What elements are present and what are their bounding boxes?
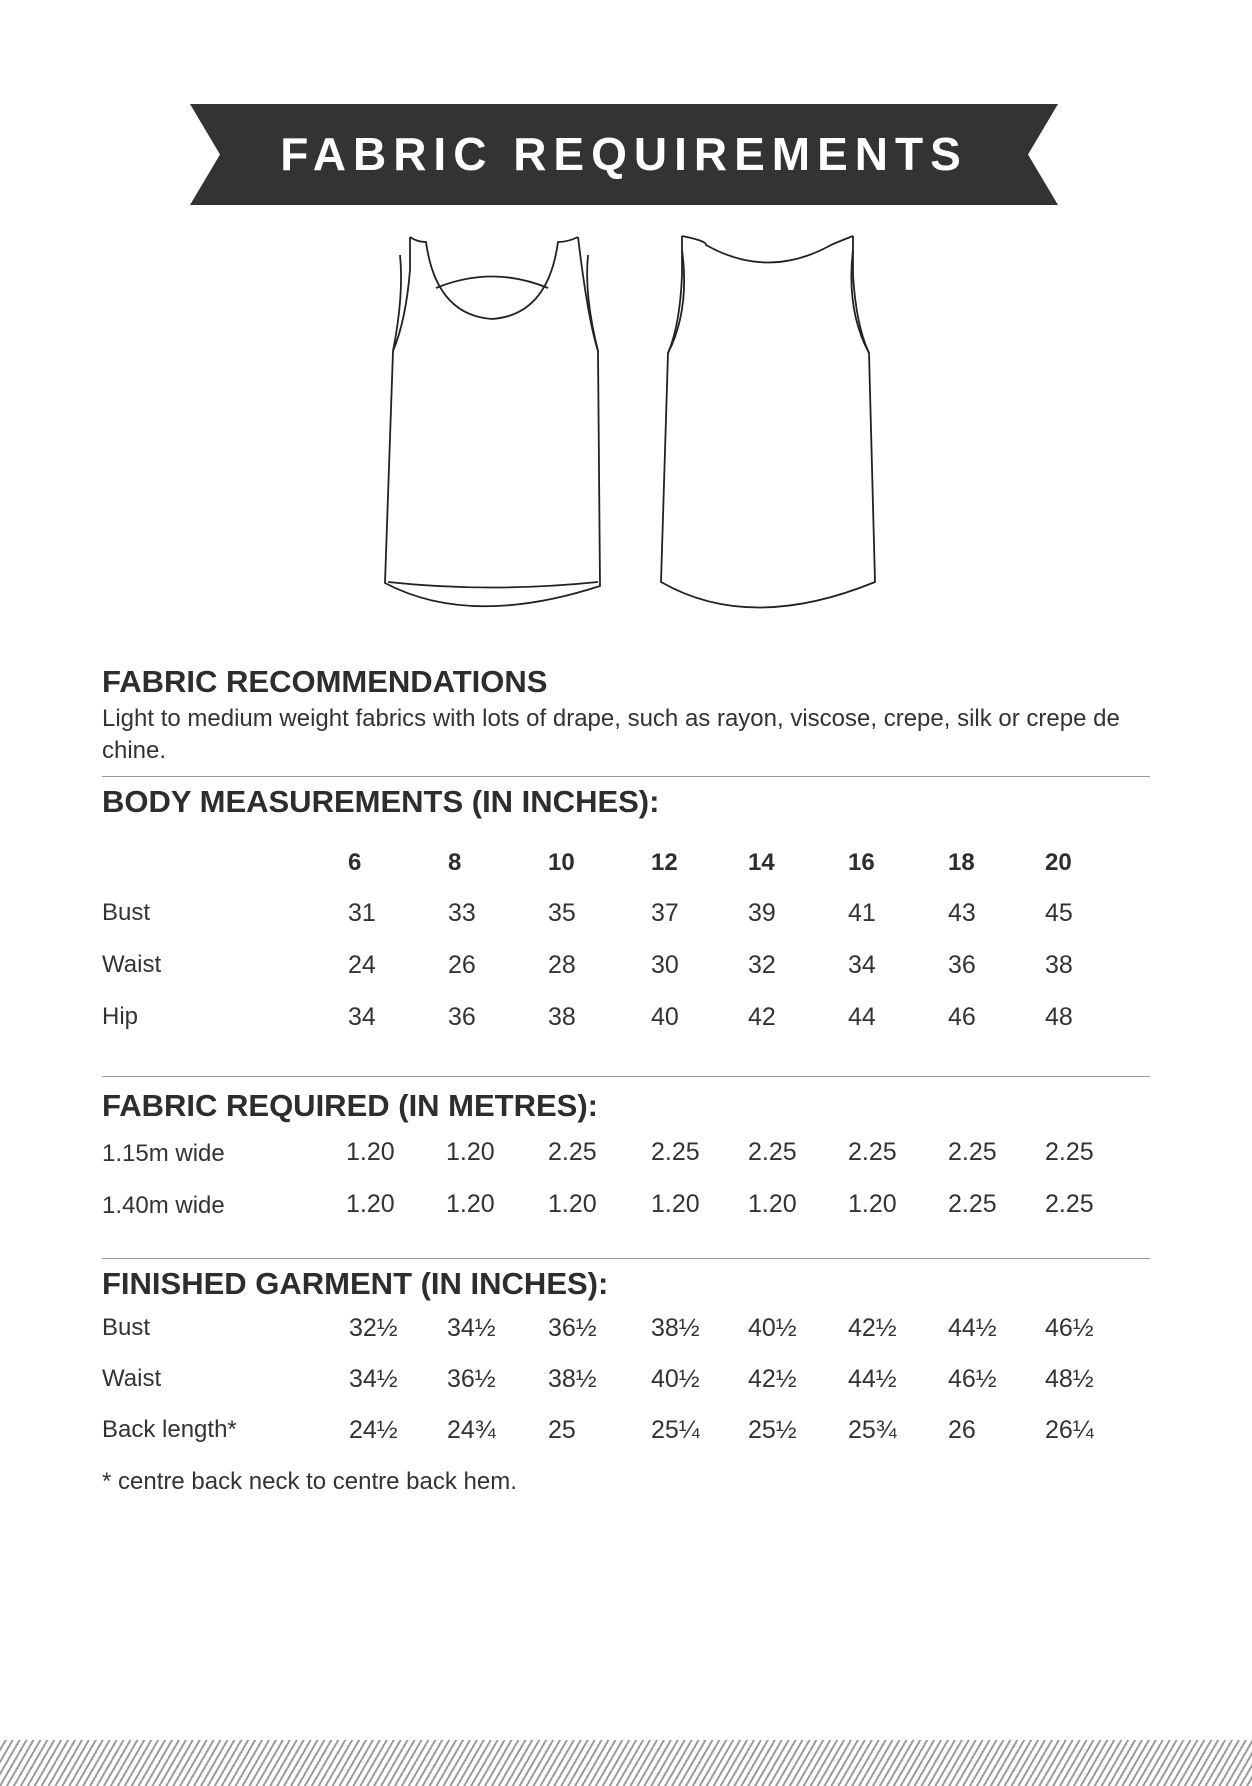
table-cell: 34 [348, 1003, 376, 1031]
section-divider [102, 1076, 1150, 1077]
row-label: Back length* [102, 1416, 237, 1443]
table-cell: 40½ [748, 1314, 797, 1342]
table-cell: 31 [348, 899, 376, 927]
table-cell: 38½ [548, 1365, 597, 1393]
size-header-cell: 14 [748, 849, 775, 876]
table-cell: 26 [448, 951, 476, 979]
table-cell: 28 [548, 951, 576, 979]
table-cell: 43 [948, 899, 976, 927]
table-cell: 36 [448, 1003, 476, 1031]
table-cell: 36 [948, 951, 976, 979]
row-label: Waist [102, 1365, 162, 1392]
table-cell: 34½ [349, 1365, 398, 1393]
table-cell: 38 [1045, 951, 1073, 979]
table-cell: 26 [948, 1416, 976, 1444]
row-label: 1.40m wide [102, 1192, 225, 1219]
size-header-cell: 16 [848, 849, 875, 876]
table-cell: 42½ [848, 1314, 897, 1342]
table-cell: 40½ [651, 1365, 700, 1393]
title-banner [190, 104, 1058, 205]
table-cell: 46 [948, 1003, 976, 1031]
table-cell: 2.25 [848, 1138, 897, 1166]
table-cell: 25½ [748, 1416, 797, 1444]
table-cell: 25¼ [651, 1416, 700, 1444]
table-cell: 1.20 [548, 1190, 597, 1218]
table-cell: 2.25 [948, 1138, 997, 1166]
table-cell: 36½ [447, 1365, 496, 1393]
fabric-required-heading: FABRIC REQUIRED (IN METRES): [102, 1088, 598, 1123]
row-label: Bust [102, 1314, 151, 1341]
table-cell: 24½ [349, 1416, 398, 1444]
row-label: Waist [102, 951, 162, 978]
table-cell: 48½ [1045, 1365, 1094, 1393]
tank-front-view-illustration [661, 236, 875, 608]
table-cell: 36½ [548, 1314, 597, 1342]
table-cell: 1.20 [651, 1190, 700, 1218]
table-cell: 1.20 [748, 1190, 797, 1218]
size-header-cell: 10 [548, 849, 575, 876]
table-cell: 1.20 [446, 1190, 495, 1218]
section-divider [102, 776, 1150, 777]
table-cell: 35 [548, 899, 576, 927]
body-measurements-heading: BODY MEASUREMENTS (IN INCHES): [102, 784, 660, 819]
table-cell: 1.20 [446, 1138, 495, 1166]
table-cell: 48 [1045, 1003, 1073, 1031]
table-cell: 24¾ [447, 1416, 496, 1444]
table-cell: 39 [748, 899, 776, 927]
fabric-recommendations-text: Light to medium weight fabrics with lots of drape, such as rayon, viscose, crepe, silk or crepe de chine. [102, 705, 1120, 764]
table-cell: 25¾ [848, 1416, 897, 1444]
table-cell: 32½ [349, 1314, 398, 1342]
table-cell: 37 [651, 899, 679, 927]
table-cell: 1.20 [346, 1138, 395, 1166]
table-cell: 42 [748, 1003, 776, 1031]
table-cell: 46½ [948, 1365, 997, 1393]
fabric-recommendations-heading: FABRIC RECOMMENDATIONS [102, 664, 548, 699]
table-cell: 2.25 [948, 1190, 997, 1218]
table-cell: 44½ [848, 1365, 897, 1393]
row-label: Bust [102, 899, 151, 926]
table-cell: 25 [548, 1416, 576, 1444]
table-cell: 38 [548, 1003, 576, 1031]
striped-footer-border [0, 1740, 1252, 1786]
table-cell: 2.25 [1045, 1190, 1094, 1218]
table-cell: 2.25 [748, 1138, 797, 1166]
size-header-cell: 6 [348, 849, 362, 876]
table-cell: 41 [848, 899, 876, 927]
size-header-cell: 18 [948, 849, 975, 876]
table-cell: 38½ [651, 1314, 700, 1342]
table-cell: 2.25 [1045, 1138, 1094, 1166]
footnote: * centre back neck to centre back hem. [102, 1468, 517, 1495]
table-cell: 44 [848, 1003, 876, 1031]
table-cell: 2.25 [548, 1138, 597, 1166]
finished-garment-heading: FINISHED GARMENT (IN INCHES): [102, 1266, 609, 1301]
row-label: 1.15m wide [102, 1140, 225, 1167]
table-cell: 40 [651, 1003, 679, 1031]
section-divider [102, 1258, 1150, 1259]
table-cell: 45 [1045, 899, 1073, 927]
page-title: FABRIC REQUIREMENTS [280, 128, 968, 180]
table-cell: 30 [651, 951, 679, 979]
table-cell: 26¼ [1045, 1416, 1094, 1444]
table-cell: 1.20 [346, 1190, 395, 1218]
table-cell: 34½ [447, 1314, 496, 1342]
table-cell: 44½ [948, 1314, 997, 1342]
table-cell: 34 [848, 951, 876, 979]
row-label: Hip [102, 1003, 139, 1030]
size-header-cell: 20 [1045, 849, 1072, 876]
table-cell: 33 [448, 899, 476, 927]
table-cell: 1.20 [848, 1190, 897, 1218]
table-cell: 2.25 [651, 1138, 700, 1166]
table-cell: 32 [748, 951, 776, 979]
tank-back-view-illustration [385, 237, 600, 606]
size-header-cell: 12 [651, 849, 678, 876]
table-cell: 46½ [1045, 1314, 1094, 1342]
garment-illustrations [370, 225, 890, 625]
table-cell: 24 [348, 951, 376, 979]
size-header-cell: 8 [448, 849, 462, 876]
table-cell: 42½ [748, 1365, 797, 1393]
